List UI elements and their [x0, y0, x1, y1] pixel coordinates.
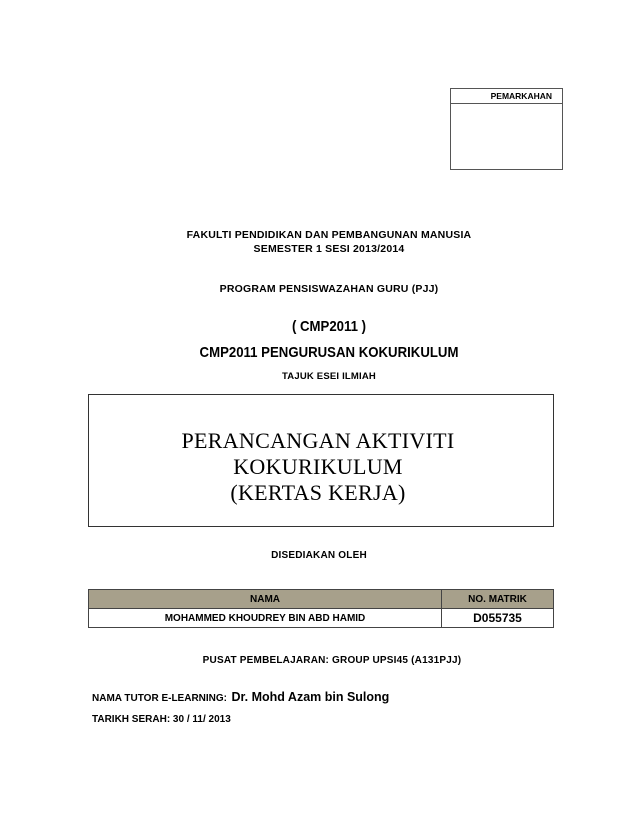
- learning-center: PUSAT PEMBELAJARAN: GROUP UPSI45 (A131PJJ): [202, 655, 462, 666]
- tutor-label: NAMA TUTOR E-LEARNING:: [92, 693, 227, 704]
- faculty-name: FAKULTI PENDIDIKAN DAN PEMBANGUNAN MANUSIA: [186, 229, 472, 241]
- essay-title: [89, 428, 547, 506]
- header-matrik: NO. MATRIK: [442, 590, 554, 609]
- course-name-wrapper: [0, 344, 638, 361]
- course-code-wrapper: [0, 318, 638, 335]
- student-matrik: D055735: [442, 609, 554, 628]
- prepared-by-label: DISEDIAKAN OLEH: [271, 550, 367, 561]
- semester-session: SEMESTER 1 SESI 2013/2014: [253, 243, 405, 255]
- tutor-name: Dr. Mohd Azam bin Sulong: [231, 690, 390, 704]
- course-name: CMP2011 PENGURUSAN KOKURIKULUM: [199, 344, 459, 361]
- header-name: NAMA: [89, 590, 442, 609]
- grade-box-header: PEMARKAHAN: [451, 89, 562, 104]
- essay-title-line-1: PERANCANGAN AKTIVITI: [181, 428, 455, 453]
- student-name: MOHAMMED KHOUDREY BIN ABD HAMID: [89, 609, 442, 628]
- submission-date: TARIKH SERAH: 30 / 11/ 2013: [92, 714, 231, 725]
- essay-title-box: [88, 394, 554, 527]
- table-row: [89, 609, 554, 628]
- course-code: ( CMP2011 ): [291, 318, 367, 335]
- grade-box: [450, 88, 563, 170]
- tutor-line: [92, 688, 389, 706]
- essay-title-label: TAJUK ESEI ILMIAH: [281, 371, 376, 382]
- student-table: [88, 589, 554, 628]
- essay-title-line-2: KOKURIKULUM: [233, 454, 403, 479]
- table-header-row: [89, 590, 554, 609]
- program-name: PROGRAM PENSISWAZAHAN GURU (PJJ): [219, 283, 439, 295]
- essay-title-line-3: (KERTAS KERJA): [230, 480, 406, 505]
